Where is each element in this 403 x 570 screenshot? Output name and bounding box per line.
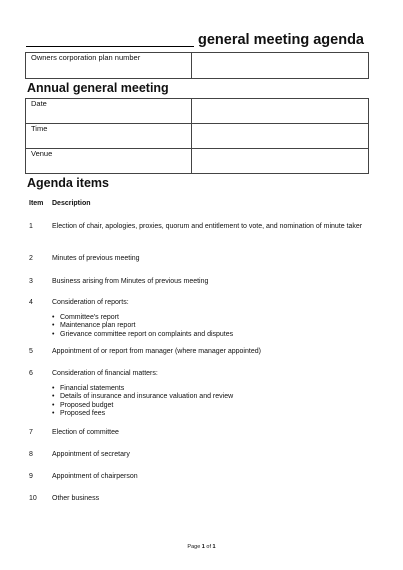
agenda-item-text: Election of committee	[52, 429, 119, 436]
time-label: Time	[26, 124, 192, 149]
bullet-icon: •	[52, 322, 55, 330]
agenda-sub-item-text: Financial statements	[60, 385, 125, 392]
agenda-sub-item	[52, 314, 370, 322]
agenda-item-text: Minutes of previous meeting	[52, 255, 140, 262]
agenda-item-description	[52, 298, 370, 339]
agenda-sub-list	[52, 314, 370, 339]
agenda-item-number: 2	[29, 255, 33, 262]
bullet-icon: •	[52, 385, 55, 392]
agenda-item-text: Election of chair, apologies, proxies, quorum and entitlement to vote, and nomination of minute taker	[52, 223, 363, 230]
agenda-item-description	[52, 472, 370, 481]
table-row	[26, 99, 369, 124]
bullet-icon: •	[52, 409, 55, 417]
agenda-item-description	[52, 347, 370, 356]
meeting-details-table	[25, 98, 369, 174]
owners-plan-label: Owners corporation plan number	[26, 53, 192, 79]
agenda-item-number: 6	[29, 370, 33, 377]
table-row	[26, 124, 369, 149]
agenda-sub-item-text: Committee's report	[60, 314, 119, 321]
page-of: of	[206, 544, 211, 550]
agenda-item-number: 7	[29, 429, 33, 436]
agenda-item-text: Consideration of financial matters:	[52, 370, 158, 377]
item-column-header: Item	[29, 200, 44, 207]
description-column-header: Description	[52, 200, 91, 207]
agenda-item-number: 10	[29, 495, 37, 502]
bullet-icon: •	[52, 401, 55, 409]
page-current: 1	[201, 544, 205, 550]
title-blank-line[interactable]	[26, 46, 194, 47]
title-text: general meeting agenda	[198, 32, 364, 48]
agenda-item-description	[52, 494, 370, 503]
agenda-sub-list	[52, 385, 370, 418]
bullet-icon: •	[52, 314, 55, 321]
agenda-item-number: 8	[29, 451, 33, 458]
agenda-item-text: Appointment of chairperson	[52, 473, 138, 480]
agenda-sub-item-text: Proposed budget	[60, 401, 114, 409]
agenda-sub-item	[52, 331, 370, 339]
time-value-field[interactable]	[192, 124, 369, 149]
venue-value-field[interactable]	[192, 149, 369, 174]
agenda-sub-item-text: Details of insurance and insurance valuation and review	[60, 393, 234, 401]
bullet-icon: •	[52, 330, 55, 338]
agenda-sub-item	[52, 393, 370, 401]
agenda-item-description	[52, 254, 370, 263]
agenda-item-text: Business arising from Minutes of previous meeting	[52, 278, 209, 285]
agenda-item-number: 5	[29, 348, 33, 355]
annual-meeting-heading: Annual general meeting	[27, 81, 169, 95]
agenda-item-number: 3	[29, 278, 33, 285]
agenda-sub-item	[52, 402, 370, 410]
bullet-icon: •	[52, 393, 55, 401]
agenda-item-text: Appointment of secretary	[52, 451, 130, 458]
agenda-item-number: 4	[29, 299, 33, 306]
agenda-item-description	[52, 277, 370, 286]
owners-corporation-table	[25, 52, 369, 79]
agenda-item-description	[52, 222, 370, 231]
agenda-item-number: 9	[29, 473, 33, 480]
agenda-sub-item	[52, 410, 370, 418]
agenda-item-text: Appointment of or report from manager (where manager appointed)	[52, 348, 261, 355]
table-row	[26, 149, 369, 174]
agenda-item-text: Consideration of reports:	[52, 299, 129, 306]
agenda-item-description	[52, 450, 370, 459]
agenda-sub-item-text: Maintenance plan report	[60, 322, 136, 330]
table-row	[26, 53, 369, 79]
agenda-sub-item	[52, 385, 370, 393]
agenda-sub-item-text: Grievance committee report on complaints and disputes	[60, 330, 234, 338]
page-prefix: Page	[187, 544, 201, 550]
agenda-items-heading: Agenda items	[27, 176, 109, 190]
date-label: Date	[26, 99, 192, 124]
agenda-item-number: 1	[29, 223, 33, 230]
agenda-item-description	[52, 369, 370, 418]
agenda-sub-item	[52, 322, 370, 330]
agenda-sub-item-text: Proposed fees	[60, 409, 106, 417]
date-value-field[interactable]	[192, 99, 369, 124]
agenda-item-text: Other business	[52, 495, 100, 502]
owners-plan-value-field[interactable]	[192, 53, 369, 79]
agenda-item-description	[52, 428, 370, 437]
page-footer	[0, 544, 403, 550]
page-total: 1	[212, 544, 216, 550]
document-title	[26, 32, 386, 52]
venue-label: Venue	[26, 149, 192, 174]
